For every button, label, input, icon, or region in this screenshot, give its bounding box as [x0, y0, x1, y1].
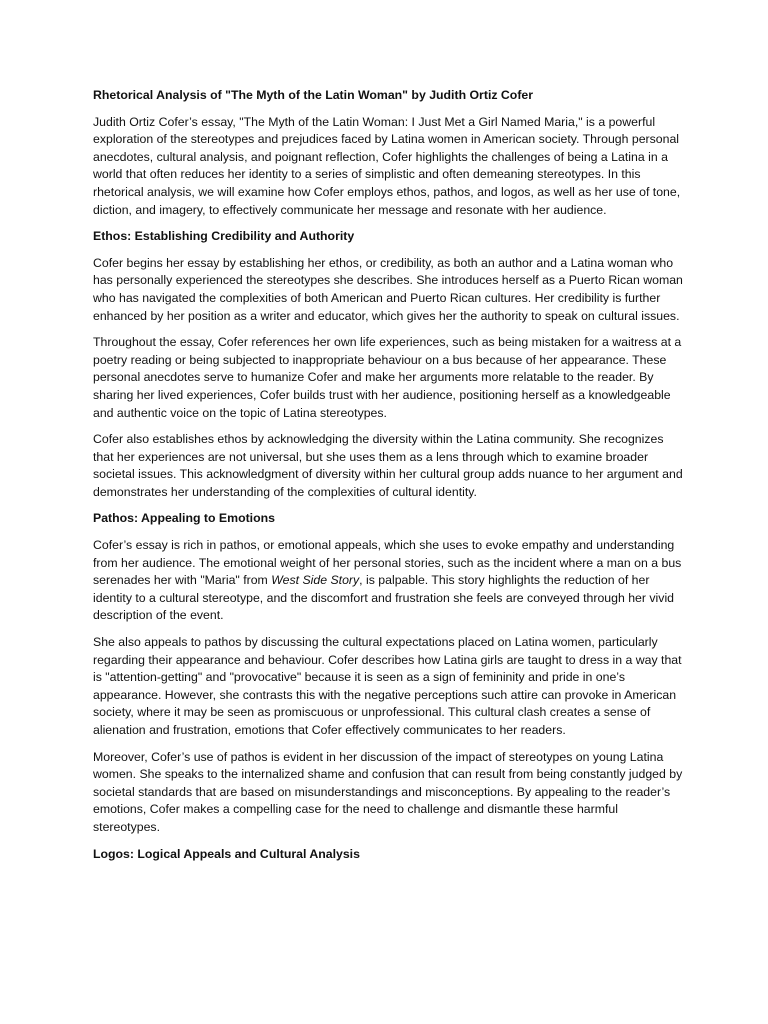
pathos-paragraph-1-end: , is palpable. This story highlights the reduction of her identity to a cultural stereotype, and the discomfort and frustration she feels are conveyed through her vivid description of the event.: [93, 573, 675, 623]
logos-heading: Logos: Logical Appeals and Cultural Analysis: [93, 846, 360, 861]
ethos-paragraph-3: Cofer also establishes ethos by acknowledging the diversity within the Latina community. She recognizes that her experiences are not universal, but she uses them as a lens through which to examine broader societal issues. This acknowledgment of diversity within her cultural group adds nuance to her argument and demonstrates her understanding of the complexities of cultural identity.: [93, 432, 683, 499]
document-title: Rhetorical Analysis of "The Myth of the Latin Woman" by Judith Ortiz Cofer: [93, 88, 534, 102]
ethos-paragraph-2: Throughout the essay, Cofer references her own life experiences, such as being mistaken for a waitress at a poetry reading or being subjected to inappropriate behaviour on a bus because of her appearance. These personal anecdotes serve to humanize Cofer and make her arguments more relatable to the reader. By sharing her lived experiences, Cofer builds trust with her audience, positioning herself as a knowledgeable and authentic voice on the topic of Latina stereotypes.: [93, 335, 682, 420]
pathos-paragraph-1-start: Cofer’s essay is rich in pathos, or emotional appeals, which she uses to evoke empathy and understanding from her audience. The emotional weight of her personal stories, such as the incident where a man on a bus serenades her with "Maria" from: [93, 538, 682, 588]
pathos-paragraph-3: Moreover, Cofer’s use of pathos is evident in her discussion of the impact of stereotypes on young Latina women. She speaks to the internalized shame and confusion that can result from being constantly judged by societal standards that are based on misunderstandings and misconceptions. By appealing to the reader’s emotions, Cofer makes a compelling case for the need to challenge and dismantle these harmful stereotypes.: [93, 749, 683, 834]
ethos-paragraph-1: Cofer begins her essay by establishing her ethos, or credibility, as both an author and a Latina woman who has personally experienced the stereotypes she describes. She introduces herself as a Puerto Rican woman who has navigated the complexities of both American and Puerto Rican cultures. Her credibility is further enhanced by her position as a writer and educator, which gives her the authority to speak on cultural issues.: [93, 255, 683, 323]
pathos-paragraph-1-italic: West Side Story: [271, 573, 360, 588]
pathos-paragraph-1: [93, 537, 683, 625]
pathos-heading: Pathos: Appealing to Emotions: [93, 511, 275, 526]
intro-paragraph: Judith Ortiz Cofer’s essay, "The Myth of the Latin Woman: I Just Met a Girl Named Maria," is a powerful exploration of the stereotypes and prejudices faced by Latina women in American society. Through personal anecdotes, cultural analysis, and poignant reflection, Cofer highlights the challenges of being a Latina in a world that often reduces her identity to a series of simplistic and often demeaning stereotypes. In this rhetorical analysis, we will examine how Cofer employs ethos, pathos, and logos, as well as her use of tone, diction, and imagery, to effectively communicate her message and resonate with her audience.: [93, 114, 681, 217]
document-page: [93, 87, 683, 872]
pathos-paragraph-2: She also appeals to pathos by discussing the cultural expectations placed on Latina women, particularly regarding their appearance and behaviour. Cofer describes how Latina girls are taught to dress in a way that is "attention-getting" and "provocative" because it is seen as a sign of femininity and pride in one’s appearance. However, she contrasts this with the negative perceptions such attire can provoke in American society, where it may be seen as promiscuous or unprofessional. This cultural clash creates a sense of alienation and frustration, emotions that Cofer effectively communicates to her readers.: [93, 635, 682, 737]
ethos-heading: Ethos: Establishing Credibility and Authority: [93, 229, 355, 244]
